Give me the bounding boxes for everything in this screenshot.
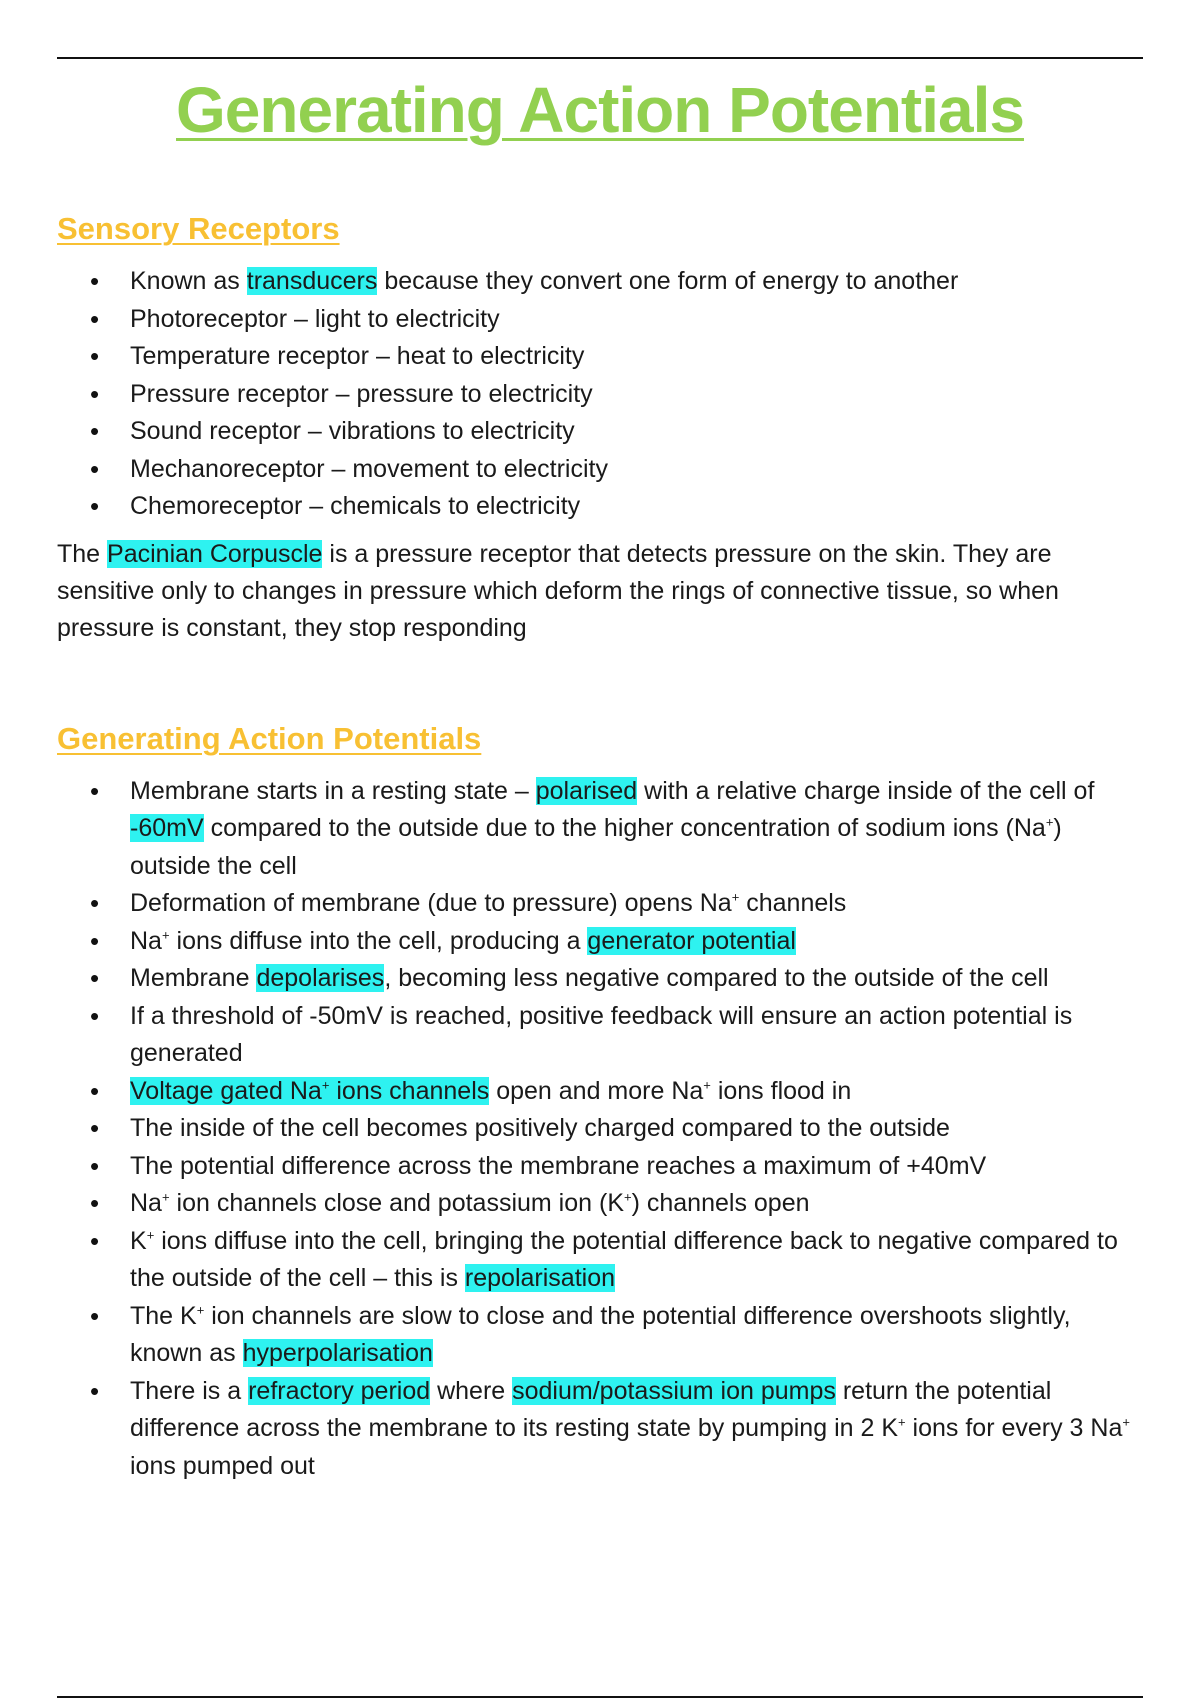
bullet-list-action-potentials: [57, 773, 1143, 1486]
action-potential-bullet-1: • Membrane starts in a resting state – polarised with a relative charge inside of the cell of -60mV compared to the outside due to the higher concentration of sodium ions (Na+) outside the cell: [57, 773, 1143, 886]
action-potential-bullet-12: • There is a refractory period where sodium/potassium ion pumps return the potential difference across the membrane to its resting state by pumping in 2 K+ ions for every 3 Na+ ions pumped out: [57, 1373, 1143, 1486]
superscript: +: [146, 1227, 155, 1243]
highlighted-term: polarised: [535, 776, 638, 805]
sensory-bullet-7: • Chemoreceptor – chemicals to electricity: [57, 488, 1143, 526]
action-potential-bullet-4: • Membrane depolarises, becoming less negative compared to the outside of the cell: [57, 960, 1143, 998]
document-page: [57, 62, 1143, 1485]
action-potential-bullet-8: • The potential difference across the membrane reaches a maximum of +40mV: [57, 1148, 1143, 1186]
sensory-bullet-4: • Pressure receptor – pressure to electricity: [57, 376, 1143, 414]
highlighted-term: hyperpolarisation: [242, 1339, 433, 1367]
highlighted-term: Voltage gated Na+ ions channels: [130, 1076, 490, 1105]
highlighted-term: repolarisation: [464, 1264, 616, 1292]
superscript: +: [321, 1077, 330, 1093]
highlighted-term: depolarises: [256, 964, 385, 992]
section-heading-sensory-receptors: Sensory Receptors: [57, 211, 340, 246]
superscript: +: [703, 1077, 711, 1093]
bottom-rule: [57, 1696, 1143, 1698]
superscript: +: [161, 927, 170, 943]
top-rule: [57, 57, 1143, 59]
action-potential-bullet-9: • Na+ ion channels close and potassium ion (K+) channels open: [57, 1185, 1143, 1223]
action-potential-bullet-6: • Voltage gated Na+ ions channels open and more Na+ ions flood in: [57, 1073, 1143, 1111]
action-potential-bullet-7: • The inside of the cell becomes positively charged compared to the outside: [57, 1110, 1143, 1148]
superscript: +: [624, 1189, 632, 1205]
sensory-bullet-2: • Photoreceptor – light to electricity: [57, 301, 1143, 339]
action-potential-bullet-5: • If a threshold of -50mV is reached, positive feedback will ensure an action potential is generated: [57, 998, 1143, 1073]
highlighted-term: Pacinian Corpuscle: [107, 539, 323, 568]
highlighted-term: transducers: [246, 267, 378, 295]
superscript: +: [731, 889, 740, 905]
action-potential-bullet-3: • Na+ ions diffuse into the cell, producing a generator potential: [57, 923, 1143, 961]
highlighted-term: -60mV: [130, 814, 204, 842]
highlighted-term: sodium/potassium ion pumps: [512, 1376, 836, 1405]
pacinian-paragraph: The Pacinian Corpuscle is a pressure receptor that detects pressure on the skin. They are sensitive only to changes in pressure which deform the rings of connective tissue, so when pressure is constant, they stop responding: [57, 539, 1059, 642]
superscript: +: [1045, 814, 1054, 830]
superscript: +: [1122, 1414, 1130, 1430]
bullet-list-sensory-receptors: [57, 263, 1143, 526]
superscript: +: [898, 1414, 906, 1430]
action-potential-bullet-2: • Deformation of membrane (due to pressure) opens Na+ channels: [57, 885, 1143, 923]
highlighted-term: refractory period: [248, 1376, 431, 1405]
page-title: Generating Action Potentials: [176, 74, 1024, 146]
sensory-bullet-6: • Mechanoreceptor – movement to electricity: [57, 451, 1143, 489]
action-potential-bullet-11: • The K+ ion channels are slow to close and the potential difference overshoots slightly, known as hyperpolarisation: [57, 1298, 1143, 1373]
superscript: +: [196, 1302, 205, 1318]
section-heading-generating-action-potentials: Generating Action Potentials: [57, 720, 482, 756]
sensory-bullet-3: • Temperature receptor – heat to electricity: [57, 338, 1143, 376]
highlighted-term: generator potential: [587, 926, 796, 955]
action-potential-bullet-10: • K+ ions diffuse into the cell, bringing the potential difference back to negative compared to the outside of the cell – this is repolarisation: [57, 1223, 1143, 1298]
sensory-bullet-1: • Known as transducers because they convert one form of energy to another: [57, 263, 1143, 301]
superscript: +: [161, 1189, 170, 1205]
sensory-bullet-5: • Sound receptor – vibrations to electricity: [57, 413, 1143, 451]
